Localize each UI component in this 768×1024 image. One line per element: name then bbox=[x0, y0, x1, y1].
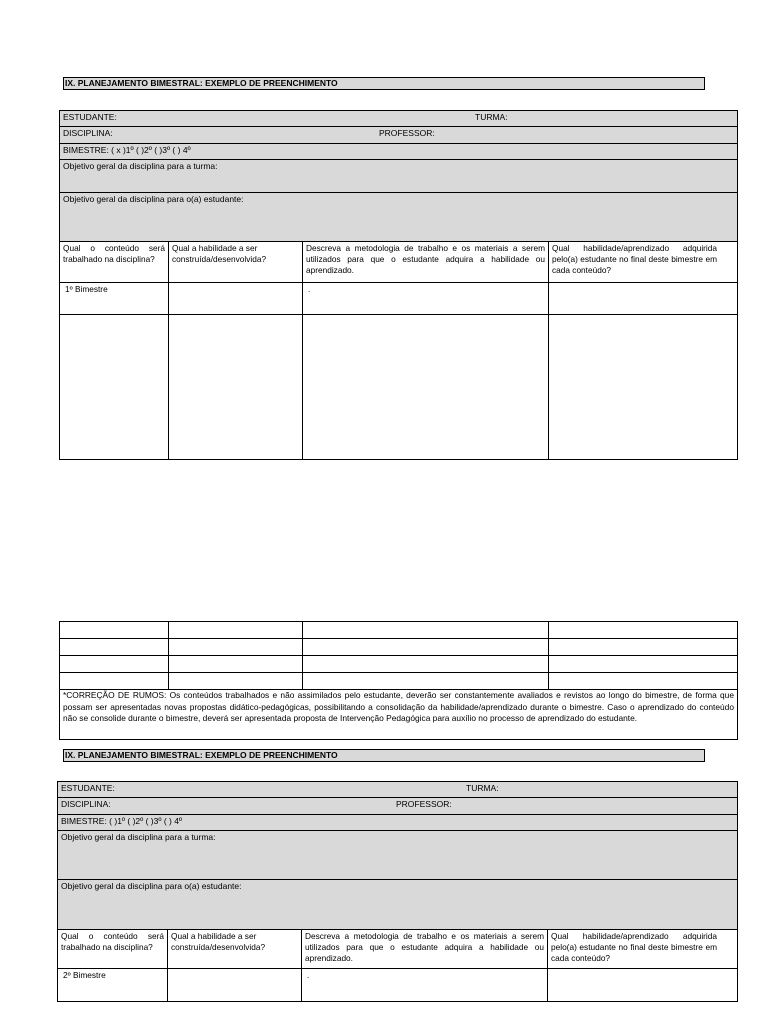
objetivo-estudante-label: Objetivo geral da disciplina para o(a) estudante: bbox=[63, 194, 244, 204]
cell-metodologia[interactable]: . bbox=[302, 969, 548, 1001]
objetivo-turma-label: Objetivo geral da disciplina para a turma: bbox=[61, 832, 216, 842]
correction-note: *CORREÇÃO DE RUMOS: Os conteúdos trabalhados e não assimilados pelo estudante, deverão ser constantemente avaliados e revistos ao longo do bimestre, de forma que possam ser apresentadas novas propostas didático-pedagógicas, possibilitando a consolidação da habilidade/aprendizado durante o bimestre. Caso o aprendizado do conteúdo não se consolide durante o bimestre, deverá ser apresentada proposta de Intervenção Pedagógica para auxílio no processo de aprendizado do estudante. bbox=[59, 689, 738, 740]
estudante-row[interactable] bbox=[60, 111, 737, 127]
disciplina-label: DISCIPLINA: bbox=[63, 128, 113, 138]
grid-cell[interactable] bbox=[169, 622, 303, 638]
header-metodologia: Descreva a metodologia de trabalho e os materiais a serem utilizados para que o estudante adquira a habilidade ou aprendizado. bbox=[302, 930, 548, 968]
table-row bbox=[60, 283, 737, 315]
bimestre-row[interactable] bbox=[58, 815, 737, 831]
header-habilidade: Qual a habilidade a ser construída/desenvolvida? bbox=[168, 930, 302, 968]
grid-cell[interactable] bbox=[303, 656, 549, 672]
header-conteudo: Qual o conteúdo será trabalhado na disciplina? bbox=[58, 930, 168, 968]
header-conteudo: Qual o conteúdo será trabalhado na disciplina? bbox=[60, 242, 169, 282]
estudante-row[interactable] bbox=[58, 782, 737, 798]
cell-habilidade[interactable] bbox=[169, 283, 303, 314]
grid-cell[interactable] bbox=[303, 673, 549, 689]
objetivo-turma-field[interactable] bbox=[58, 831, 737, 880]
grid-cell[interactable] bbox=[60, 622, 169, 638]
section1-form bbox=[59, 110, 738, 460]
table-row bbox=[60, 315, 737, 459]
table-row bbox=[60, 673, 737, 690]
section2-heading: IX. PLANEJAMENTO BIMESTRAL: EXEMPLO DE PREENCHIMENTO bbox=[63, 749, 705, 762]
grid-cell[interactable] bbox=[60, 656, 169, 672]
cell-habilidade[interactable] bbox=[168, 969, 302, 1001]
grid-cell[interactable] bbox=[169, 673, 303, 689]
professor-label: PROFESSOR: bbox=[396, 799, 452, 809]
section1-heading: IX. PLANEJAMENTO BIMESTRAL: EXEMPLO DE PREENCHIMENTO bbox=[63, 77, 705, 90]
objetivo-turma-field[interactable] bbox=[60, 160, 737, 193]
table-row bbox=[60, 639, 737, 656]
disciplina-row[interactable] bbox=[60, 127, 737, 144]
grid-cell[interactable] bbox=[549, 639, 737, 655]
grid-cell[interactable] bbox=[60, 639, 169, 655]
grid-cell[interactable] bbox=[169, 639, 303, 655]
disciplina-row[interactable] bbox=[58, 798, 737, 815]
grid-cell[interactable] bbox=[303, 639, 549, 655]
disciplina-label: DISCIPLINA: bbox=[61, 799, 111, 809]
cell-bimestre[interactable]: 2º Bimestre bbox=[58, 969, 168, 1001]
bimestre-label: BIMESTRE: ( x )1º ( )2º ( )3º ( ) 4º bbox=[63, 145, 191, 155]
cell-aprendizado-empty[interactable] bbox=[549, 315, 737, 459]
grid-cell[interactable] bbox=[303, 622, 549, 638]
header-aprendizado: Qual habilidade/aprendizado adquirida pelo(a) estudante no final deste bimestre em cada conteúdo? bbox=[552, 243, 717, 275]
grid-cell[interactable] bbox=[549, 656, 737, 672]
header-metodologia: Descreva a metodologia de trabalho e os materiais a serem utilizados para que o estudante adquira a habilidade ou aprendizado. bbox=[303, 242, 549, 282]
objetivo-estudante-label: Objetivo geral da disciplina para o(a) estudante: bbox=[61, 881, 242, 891]
grid-cell[interactable] bbox=[60, 673, 169, 689]
turma-label: TURMA: bbox=[466, 783, 499, 793]
grid-cell[interactable] bbox=[549, 673, 737, 689]
table-row bbox=[60, 656, 737, 673]
cell-habilidade-empty[interactable] bbox=[169, 315, 303, 459]
grid-cell[interactable] bbox=[549, 622, 737, 638]
cell-conteudo-empty[interactable] bbox=[60, 315, 169, 459]
cell-metodologia[interactable]: . bbox=[303, 283, 549, 314]
cell-aprendizado[interactable] bbox=[548, 969, 737, 1001]
cell-bimestre[interactable]: 1º Bimestre bbox=[60, 283, 169, 314]
estudante-label: ESTUDANTE: bbox=[61, 783, 115, 793]
section2-form bbox=[57, 781, 738, 1002]
column-header-row bbox=[58, 930, 737, 969]
turma-label: TURMA: bbox=[475, 112, 508, 122]
objetivo-estudante-field[interactable] bbox=[60, 193, 737, 242]
grid-cell[interactable] bbox=[169, 656, 303, 672]
objetivo-estudante-field[interactable] bbox=[58, 880, 737, 930]
column-header-row bbox=[60, 242, 737, 283]
cell-metodologia-empty[interactable] bbox=[303, 315, 549, 459]
header-habilidade: Qual a habilidade a ser construída/desenvolvida? bbox=[169, 242, 303, 282]
estudante-label: ESTUDANTE: bbox=[63, 112, 117, 122]
header-aprendizado: Qual habilidade/aprendizado adquirida pelo(a) estudante no final deste bimestre em cada conteúdo? bbox=[551, 931, 717, 963]
continuation-table bbox=[59, 621, 738, 690]
bimestre-row[interactable] bbox=[60, 144, 737, 160]
table-row bbox=[58, 969, 737, 1001]
professor-label: PROFESSOR: bbox=[379, 128, 435, 138]
bimestre-label: BIMESTRE: ( )1º ( )2º ( )3º ( ) 4º bbox=[61, 816, 183, 826]
table-row bbox=[60, 622, 737, 639]
cell-aprendizado[interactable] bbox=[549, 283, 737, 314]
objetivo-turma-label: Objetivo geral da disciplina para a turma: bbox=[63, 161, 218, 171]
